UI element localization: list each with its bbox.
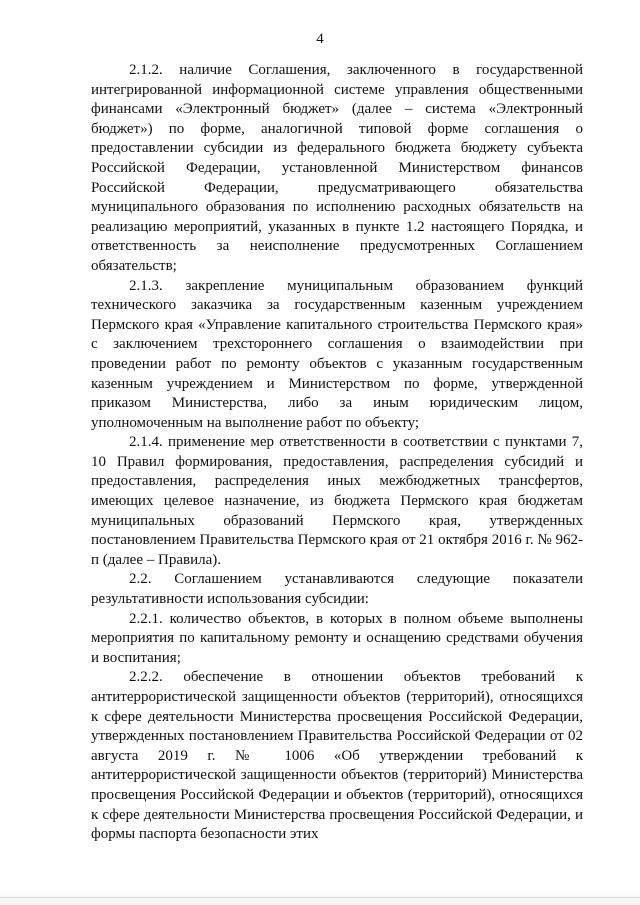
paragraph-2-2-2: 2.2.2. обеспечение в отношении объектов требований к антитеррористической защищенности объектов (территорий), относящихся к сфере деятельности Министерства просвещения Российской Федерации, утвержденных постановлением Правительства Российской Федерации от 02 августа 2019 г. № 1006 «Об утверждении требований к антитеррористической защищенности объектов (территорий) Министерства просвещения Российской Федерации и объектов (территорий), относящихся к сфере деятельности Министерства просвещения Российской Федерации, и формы паспорта безопасности этих	[91, 669, 583, 843]
paragraph-2-2: 2.2. Соглашением устанавливаются следующие показатели результативности использования субсидии:	[91, 571, 583, 608]
page-bottom-edge	[0, 892, 640, 905]
paragraph-2-1-2: 2.1.2. наличие Соглашения, заключенного в государственной интегрированной информационной системе управления общественными финансами «Электронный бюджет» (далее – система «Электронный бюджет») по форме, аналогичной типовой форме соглашения о предоставлении субсидии из федерального бюджета бюджету субъекта Российской Федерации, установленной Министерством финансов Российской Федерации, предусматривающего обязательства муниципального образования по исполнению расходных обязательств на реализацию мероприятий, указанных в пункте 1.2 настоящего Порядка, и ответственность за неисполнение предусмотренных Соглашением обязательств;	[91, 62, 583, 274]
document-body	[91, 61, 583, 845]
paragraph-2-1-3: 2.1.3. закрепление муниципальным образованием функций технического заказчика за государственным казенным учреждением Пермского края «Управление капитального строительства Пермского края» с заключением трехстороннего соглашения о взаимодействии при проведении работ по ремонту объектов с указанным государственным казенным учреждением и Министерством по форме, утвержденной приказом Министерства, либо за иным юридическим лицом, уполномоченным на выполнение работ по объекту;	[91, 277, 583, 431]
paragraph-2-2-1: 2.2.1. количество объектов, в которых в полном объеме выполнены мероприятия по капитальному ремонту и оснащению средствами обучения и воспитания;	[91, 610, 583, 666]
page-number: 4	[316, 31, 324, 47]
paragraph-2-1-4: 2.1.4. применение мер ответственности в соответствии с пунктами 7, 10 Правил формирования, предоставления, распределения субсидий и предоставления, распределения иных межбюджетных трансфертов, имеющих целевое назначение, из бюджета Пермского края бюджетам муниципальных образований Пермского края, утвержденных постановлением Правительства Пермского края от 21 октября 2016 г. № 962-п (далее – Правила).	[91, 434, 583, 568]
